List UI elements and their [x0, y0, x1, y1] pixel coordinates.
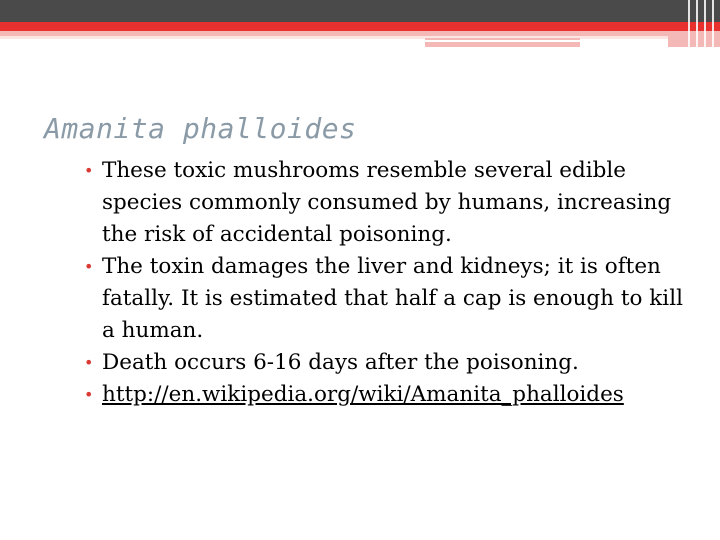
bullet-icon: • — [84, 353, 94, 372]
bullet-list — [84, 155, 699, 411]
header-red-band — [0, 22, 720, 31]
bullet-icon: • — [84, 257, 94, 276]
slide-title: Amanita phalloides — [44, 112, 357, 145]
header-light-line — [0, 36, 720, 39]
bullet-text: The toxin damages the liver and kidneys; it is often fatally. It is estimated that half a cap is enough to kill a human. — [102, 254, 683, 343]
list-item — [84, 347, 699, 379]
slide-content — [84, 155, 699, 411]
bullet-icon: • — [84, 161, 94, 180]
list-item — [84, 251, 699, 347]
bullet-icon: • — [84, 385, 94, 404]
list-item — [84, 155, 699, 251]
list-item — [84, 379, 699, 411]
header-dark-band — [0, 0, 720, 22]
header-accent-line — [425, 40, 665, 42]
header-stripes — [686, 0, 720, 47]
bullet-text: Death occurs 6-16 days after the poisoning. — [102, 350, 579, 375]
bullet-text: These toxic mushrooms resemble several edible species commonly consumed by humans, increasing the risk of accidental poisoning. — [102, 158, 672, 247]
wikipedia-link[interactable]: http://en.wikipedia.org/wiki/Amanita_phalloides — [102, 382, 624, 407]
